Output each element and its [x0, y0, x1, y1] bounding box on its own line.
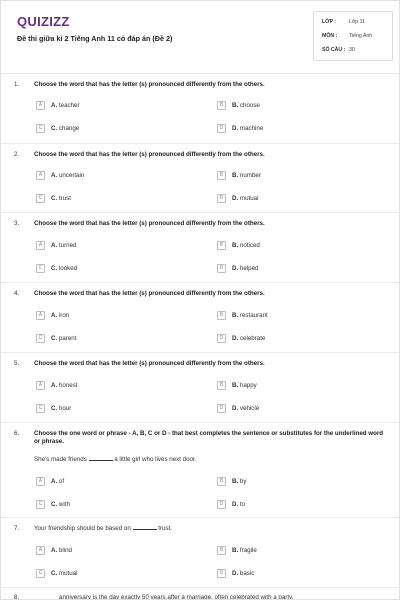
option-prefix: C.: [51, 404, 58, 412]
option-c[interactable]: [36, 499, 70, 509]
option-b[interactable]: [217, 476, 246, 486]
option-letter-box: A: [36, 546, 45, 555]
option-letter-box: C: [36, 124, 45, 133]
option-text: noticed: [239, 241, 260, 249]
option-prefix: A.: [51, 546, 58, 554]
option-letter-box: D: [217, 194, 226, 203]
question-prompt: [34, 525, 389, 533]
option-prefix: B.: [232, 381, 239, 389]
option-d[interactable]: [217, 193, 259, 203]
option-letter-box: D: [217, 404, 226, 413]
question-divider: [1, 143, 400, 144]
option-letter-box: D: [217, 569, 226, 578]
option-d[interactable]: [217, 263, 259, 273]
info-row-subject: [322, 33, 392, 39]
answer-blank: [133, 525, 157, 530]
info-box: [313, 11, 393, 61]
option-c[interactable]: [36, 333, 76, 343]
option-letter-box: C: [36, 404, 45, 413]
option-letter-box: B: [217, 101, 226, 110]
quizizz-logo: QUIZIZZ: [17, 14, 70, 29]
option-a[interactable]: [36, 476, 64, 486]
question-number: 5.: [14, 360, 20, 367]
option-text: blind: [58, 546, 72, 554]
option-letter-box: B: [217, 241, 226, 250]
option-letter-box: C: [36, 264, 45, 273]
option-letter-box: A: [36, 381, 45, 390]
option-prefix: B.: [232, 241, 239, 249]
option-a[interactable]: [36, 380, 78, 390]
option-prefix: A.: [51, 381, 58, 389]
prompt-end: trust.: [158, 525, 173, 532]
option-letter-box: C: [36, 500, 45, 509]
option-prefix: B.: [232, 546, 239, 554]
option-text: honest: [58, 381, 78, 389]
option-prefix: C.: [51, 124, 58, 132]
info-key: LỚP :: [322, 19, 337, 25]
option-prefix: A.: [51, 311, 58, 319]
worksheet-header: [1, 1, 400, 73]
option-prefix: A.: [51, 101, 58, 109]
question-prompt: Choose the word that has the letter (s) pronounced differently from the others.: [34, 220, 265, 227]
answer-blank: [89, 456, 113, 461]
option-d[interactable]: [217, 568, 254, 578]
option-text: choose: [239, 101, 260, 109]
option-letter-box: A: [36, 101, 45, 110]
option-b[interactable]: [217, 100, 260, 110]
option-text: happy: [239, 381, 257, 389]
header-divider: [1, 73, 400, 74]
option-c[interactable]: [36, 193, 71, 203]
option-text: with: [58, 500, 70, 508]
question-divider: [1, 212, 400, 213]
option-letter-box: B: [217, 311, 226, 320]
question-number: 2.: [14, 151, 20, 158]
option-prefix: A.: [51, 171, 58, 179]
option-letter-box: C: [36, 194, 45, 203]
sentence-start: She's made friends: [34, 456, 87, 463]
option-letter-box: A: [36, 241, 45, 250]
option-c[interactable]: [36, 568, 78, 578]
option-text: vehicle: [239, 404, 260, 412]
option-letter-box: A: [36, 477, 45, 486]
question-number: 6.: [14, 430, 20, 437]
info-value: Tiếng Anh: [349, 33, 373, 39]
option-a[interactable]: [36, 100, 80, 110]
option-text: restaurant: [239, 311, 268, 319]
question-prompt: Choose the word that has the letter (s) pronounced differently from the others.: [34, 151, 265, 158]
option-c[interactable]: [36, 263, 77, 273]
option-text: basic: [239, 569, 255, 577]
option-b[interactable]: [217, 380, 257, 390]
question-divider: [1, 422, 400, 423]
option-letter-box: D: [217, 500, 226, 509]
prompt-start: Your friendship should be based on: [34, 525, 131, 532]
option-text: iron: [58, 311, 70, 319]
option-text: helped: [239, 264, 259, 272]
info-value: 30: [349, 47, 355, 53]
option-prefix: A.: [51, 241, 58, 249]
option-prefix: D.: [232, 500, 239, 508]
option-text: parent: [58, 334, 77, 342]
option-letter-box: D: [217, 334, 226, 343]
option-c[interactable]: [36, 123, 79, 133]
option-text: change: [58, 124, 80, 132]
option-prefix: A.: [51, 477, 58, 485]
option-text: turned: [58, 241, 77, 249]
question-prompt: Choose the word that has the letter (s) pronounced differently from the others.: [34, 360, 265, 367]
option-text: looked: [58, 264, 78, 272]
option-letter-box: B: [217, 171, 226, 180]
question-divider: [1, 282, 400, 283]
question-prompt: Choose the word that has the letter (s) pronounced differently from the others.: [34, 290, 265, 297]
option-prefix: D.: [232, 569, 239, 577]
option-text: celebrate: [239, 334, 266, 342]
question-divider: [1, 517, 400, 518]
option-prefix: C.: [51, 569, 58, 577]
option-letter-box: B: [217, 546, 226, 555]
option-letter-box: B: [217, 381, 226, 390]
question-sentence: [34, 456, 196, 463]
option-text: fragile: [239, 546, 257, 554]
option-a[interactable]: [36, 310, 69, 320]
option-b[interactable]: [217, 240, 260, 250]
option-b[interactable]: [217, 545, 257, 555]
option-prefix: D.: [232, 334, 239, 342]
question-number: 4.: [14, 290, 20, 297]
question-divider: [1, 587, 400, 588]
option-letter-box: D: [217, 124, 226, 133]
question-prompt: Choose the word that has the letter (s) pronounced differently from the others.: [34, 81, 265, 88]
question-number: 1.: [14, 81, 20, 88]
option-text: machine: [239, 124, 264, 132]
info-key: SỐ CÂU :: [322, 47, 346, 53]
option-letter-box: C: [36, 334, 45, 343]
option-letter-box: C: [36, 569, 45, 578]
option-text: number: [239, 171, 261, 179]
sentence-end: a little girl who lives next door.: [114, 456, 197, 463]
option-text: to: [239, 500, 246, 508]
option-letter-box: A: [36, 171, 45, 180]
option-a[interactable]: [36, 170, 84, 180]
option-d[interactable]: [217, 123, 263, 133]
question-prompt: Choose the one word or phrase - A, B, C or D - that best completes the sentence or substitutes for the underlined word or phrase.: [34, 430, 384, 445]
option-letter-box: B: [217, 477, 226, 486]
option-prefix: D.: [232, 264, 239, 272]
option-d[interactable]: [217, 499, 245, 509]
option-prefix: C.: [51, 264, 58, 272]
option-text: uncertain: [58, 171, 85, 179]
option-text: trust: [58, 194, 71, 202]
option-text: teacher: [58, 101, 80, 109]
option-prefix: C.: [51, 334, 58, 342]
option-a[interactable]: [36, 240, 76, 250]
info-key: MÔN :: [322, 33, 338, 39]
option-letter-box: D: [217, 264, 226, 273]
option-prefix: D.: [232, 194, 239, 202]
option-a[interactable]: [36, 545, 72, 555]
option-prefix: D.: [232, 404, 239, 412]
question-number: 8.: [14, 594, 20, 600]
option-text: mutual: [58, 569, 78, 577]
option-prefix: B.: [232, 171, 239, 179]
question-divider: [1, 352, 400, 353]
question-prompt: anniversary is the day exactly 50 years after a marriage, often celebrated with a party.: [59, 594, 294, 600]
option-prefix: C.: [51, 500, 58, 508]
option-c[interactable]: [36, 403, 71, 413]
option-b[interactable]: [217, 170, 261, 180]
option-prefix: D.: [232, 124, 239, 132]
info-row-count: [322, 47, 392, 53]
info-row-grade: [322, 19, 392, 25]
worksheet-title: Đề thi giữa kì 2 Tiếng Anh 11 có đáp án (Đề 2): [17, 34, 173, 43]
option-text: mutual: [239, 194, 259, 202]
question-number: 7.: [14, 525, 20, 532]
info-value: Lớp 11: [349, 19, 365, 25]
option-prefix: C.: [51, 194, 58, 202]
option-prefix: B.: [232, 477, 239, 485]
question-number: 3.: [14, 220, 20, 227]
option-d[interactable]: [217, 403, 259, 413]
option-b[interactable]: [217, 310, 268, 320]
option-prefix: B.: [232, 101, 239, 109]
option-text: by: [239, 477, 247, 485]
option-letter-box: A: [36, 311, 45, 320]
option-prefix: B.: [232, 311, 239, 319]
option-d[interactable]: [217, 333, 265, 343]
option-text: of: [58, 477, 65, 485]
option-text: hour: [58, 404, 72, 412]
